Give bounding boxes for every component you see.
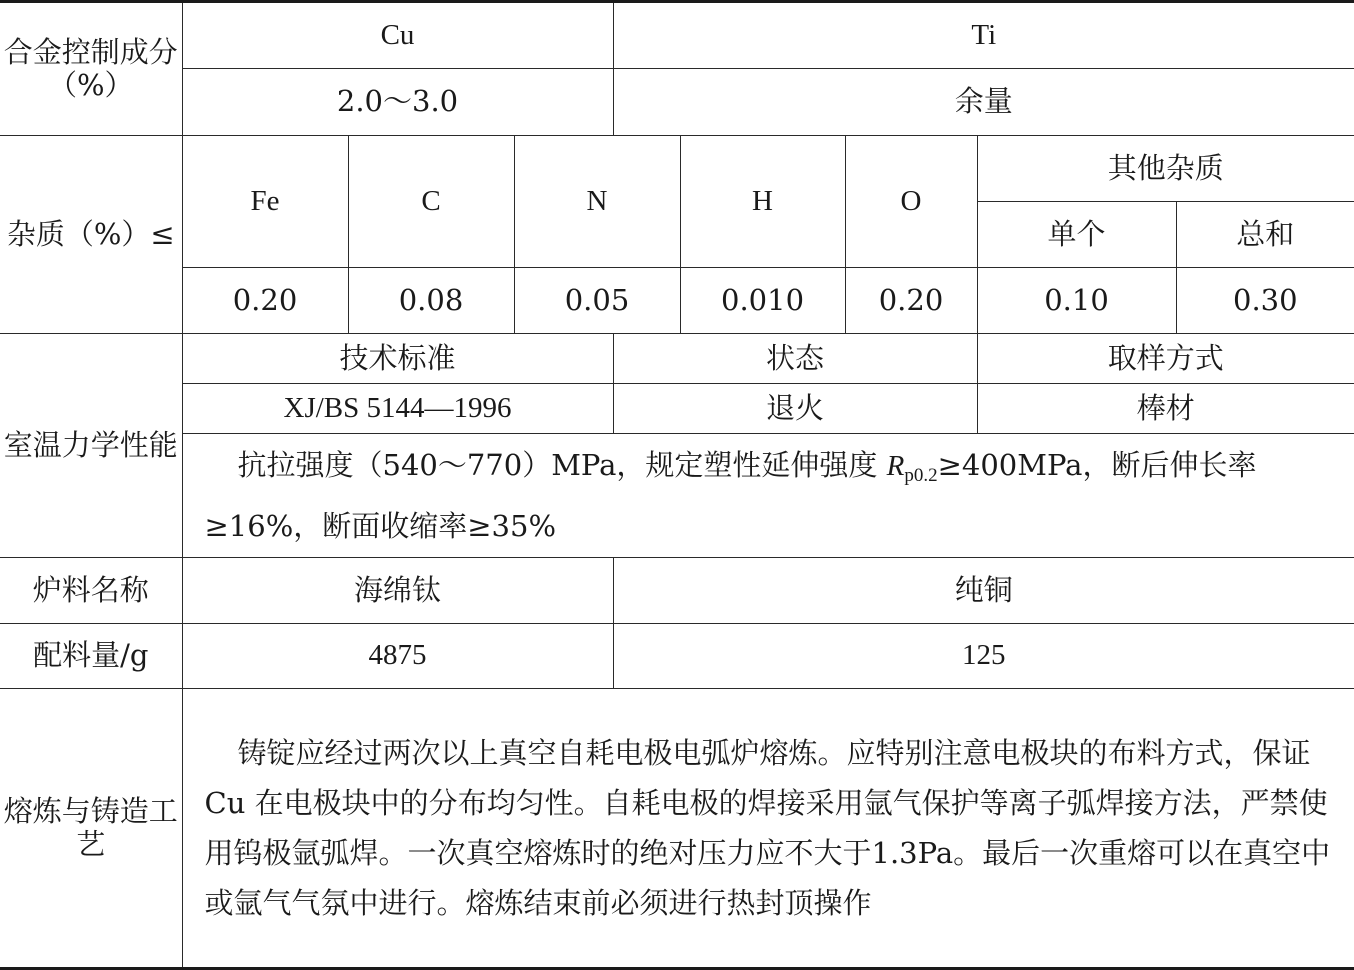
impurity-value: 0.010 bbox=[680, 268, 845, 334]
composition-row-elements bbox=[0, 2, 1354, 69]
composition-element: Ti bbox=[613, 2, 1354, 69]
impurity-value: 0.08 bbox=[348, 268, 514, 334]
mechanical-header: 技术标准 bbox=[182, 334, 613, 384]
impurity-element: C bbox=[348, 136, 514, 268]
impurity-value: 0.20 bbox=[845, 268, 977, 334]
mechanical-state: 退火 bbox=[613, 384, 977, 434]
mechanical-row-headers bbox=[0, 334, 1354, 384]
mechanical-properties-text bbox=[182, 434, 1354, 558]
composition-label: 合金控制成分（%） bbox=[0, 2, 182, 136]
mechanical-header: 状态 bbox=[613, 334, 977, 384]
charge-item: 纯铜 bbox=[613, 558, 1354, 624]
properties-text-part1: 抗拉强度（540～770）MPa，规定塑性延伸强度 bbox=[237, 448, 887, 482]
charge-row-amounts bbox=[0, 624, 1354, 689]
other-impurities-label: 其他杂质 bbox=[977, 136, 1354, 202]
charge-item: 海绵钛 bbox=[182, 558, 613, 624]
charge-amount: 125 bbox=[613, 624, 1354, 689]
mechanical-standard: XJ/BS 5144—1996 bbox=[182, 384, 613, 434]
melting-row bbox=[0, 689, 1354, 969]
impurity-value: 0.05 bbox=[514, 268, 680, 334]
impurity-element: H bbox=[680, 136, 845, 268]
yield-strength-symbol: R bbox=[886, 450, 905, 482]
impurity-row-values bbox=[0, 268, 1354, 334]
melting-process-text: 铸锭应经过两次以上真空自耗电极电弧炉熔炼。应特别注意电极块的布料方式，保证 Cu 在电极块中的分布均匀性。自耗电极的焊接采用氩气保护等离子弧焊接方法，严禁使用钨极氩弧焊。一次真空熔炼时的绝对压力应不大于1.3Pa。最后一次重熔可以在真空中或氩气气氛中进行。熔炼结束前必须进行热封顶操作 bbox=[204, 736, 1331, 920]
other-impurity-single: 单个 bbox=[977, 202, 1176, 268]
composition-row-values bbox=[0, 69, 1354, 136]
melting-label: 熔炼与铸造工艺 bbox=[0, 689, 182, 969]
impurity-element: N bbox=[514, 136, 680, 268]
impurity-element: Fe bbox=[182, 136, 348, 268]
charge-label: 炉料名称 bbox=[0, 558, 182, 624]
mechanical-label: 室温力学性能 bbox=[0, 334, 182, 558]
mechanical-row-values bbox=[0, 384, 1354, 434]
composition-value: 2.0～3.0 bbox=[182, 69, 613, 136]
mechanical-header: 取样方式 bbox=[977, 334, 1354, 384]
impurity-element: O bbox=[845, 136, 977, 268]
charge-amount-label: 配料量/g bbox=[0, 624, 182, 689]
melting-process-cell bbox=[182, 689, 1354, 969]
charge-amount: 4875 bbox=[182, 624, 613, 689]
composition-element: Cu bbox=[182, 2, 613, 69]
other-impurity-total: 总和 bbox=[1176, 202, 1354, 268]
charge-row-names bbox=[0, 558, 1354, 624]
impurity-value: 0.10 bbox=[977, 268, 1176, 334]
mechanical-sample-type: 棒材 bbox=[977, 384, 1354, 434]
mechanical-row-properties bbox=[0, 434, 1354, 558]
impurity-label: 杂质（%）≤ bbox=[0, 136, 182, 334]
impurity-value: 0.30 bbox=[1176, 268, 1354, 334]
impurity-row-header bbox=[0, 136, 1354, 202]
impurity-value: 0.20 bbox=[182, 268, 348, 334]
composition-value: 余量 bbox=[613, 69, 1354, 136]
yield-strength-subscript: p0.2 bbox=[904, 465, 938, 486]
properties-text-part2: ≥400MPa，断后伸长率≥16%，断面收缩率≥35% bbox=[204, 448, 1257, 543]
